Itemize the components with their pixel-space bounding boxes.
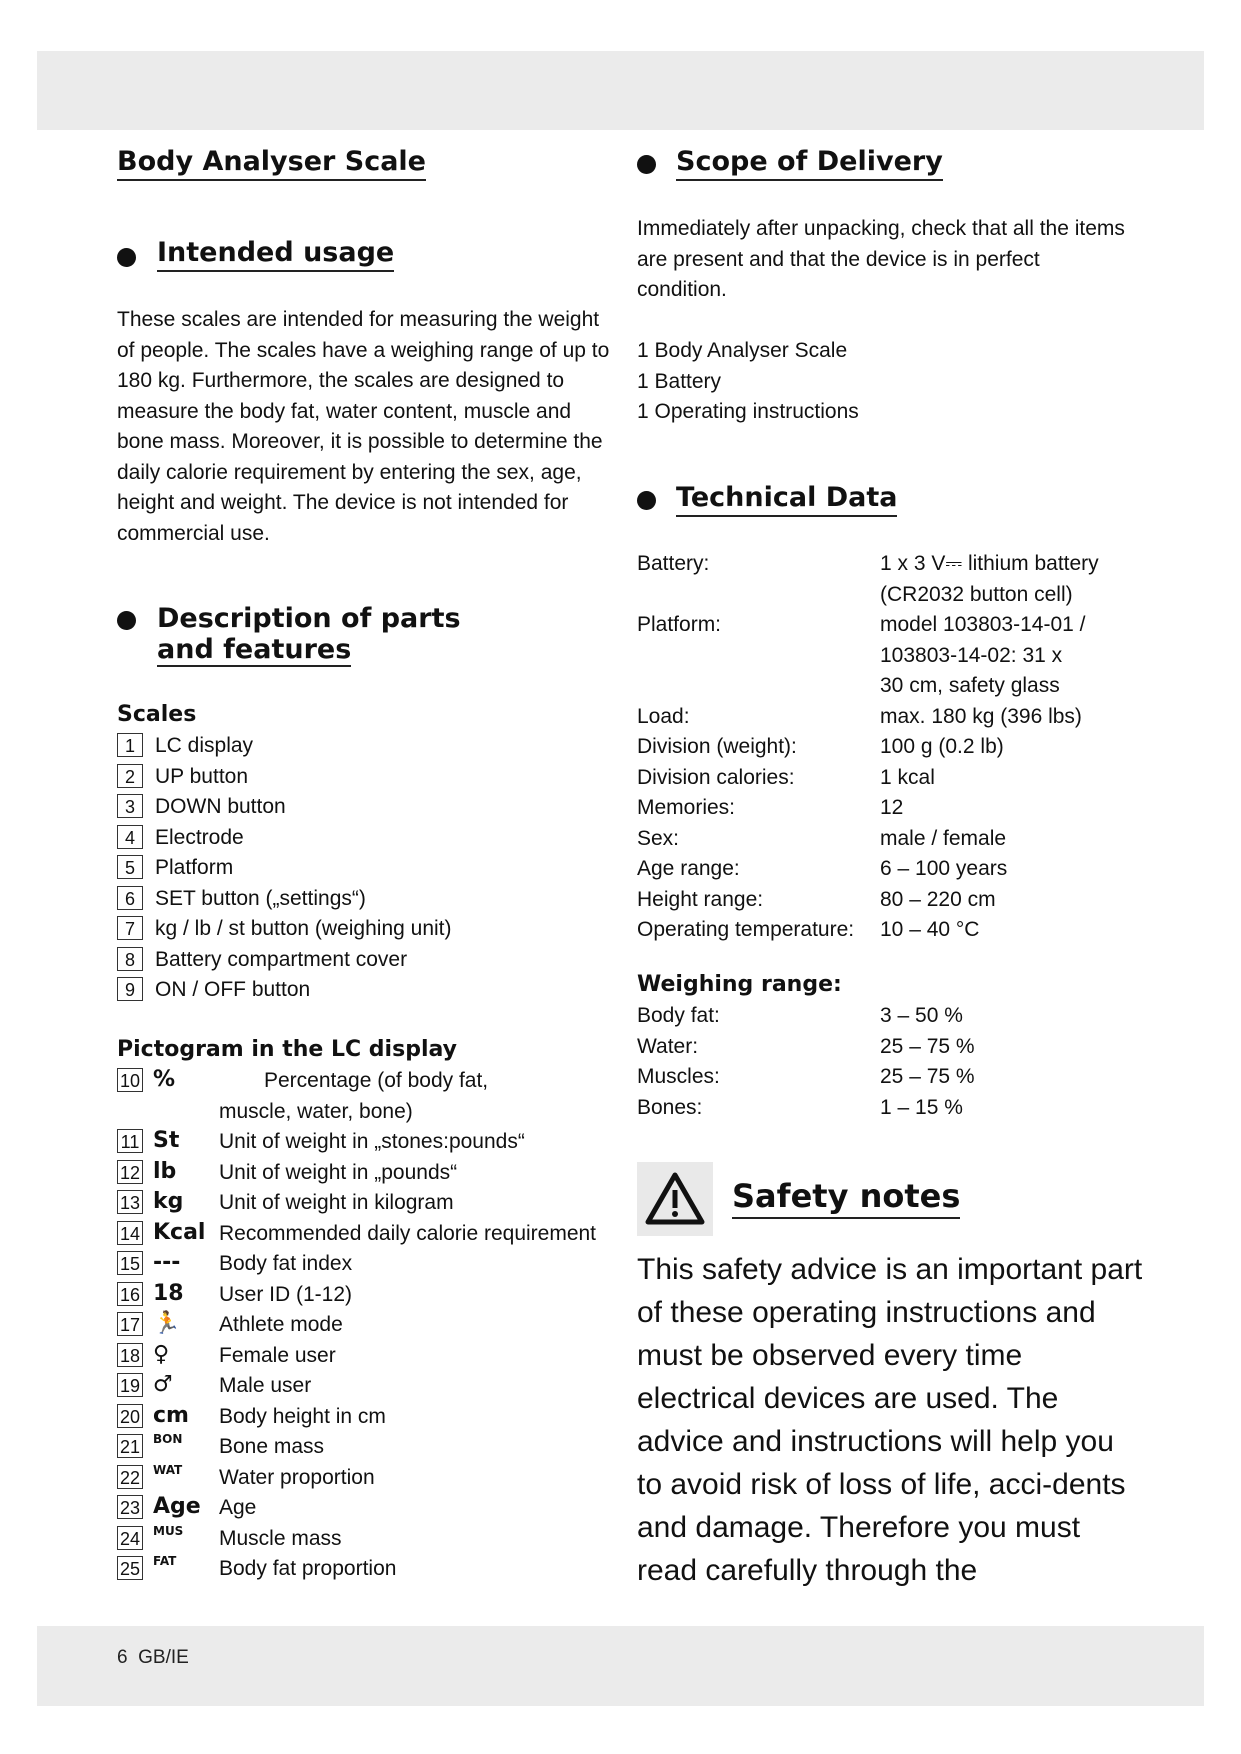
data-key: Age range:	[637, 857, 740, 880]
scales-list	[117, 731, 617, 1006]
item-label: User ID (1-12)	[219, 1282, 353, 1306]
body-fat-index-icon: ---	[153, 1250, 181, 1275]
description-heading-line2: and features	[157, 634, 352, 665]
item-number: 18	[117, 1343, 143, 1367]
header-band	[37, 51, 1204, 130]
item-number: 25	[117, 1556, 143, 1580]
scope-item: 1 Operating instructions	[637, 400, 859, 423]
data-key: Division (weight):	[637, 735, 797, 758]
item-number: 17	[117, 1312, 143, 1336]
data-key: Muscles:	[637, 1065, 720, 1088]
percent-icon: %	[153, 1067, 176, 1092]
item-number: 3	[117, 794, 143, 818]
item-number: 23	[117, 1495, 143, 1519]
kilogram-icon: kg	[153, 1189, 184, 1214]
item-label: Bone mass	[219, 1435, 325, 1458]
description-heading-line1: Description of parts	[157, 603, 461, 634]
data-key: Load:	[637, 704, 690, 728]
data-value: 25 – 75 %	[880, 1065, 975, 1088]
weighing-range-table	[637, 1001, 1157, 1131]
item-label: Platform	[155, 856, 234, 879]
bullet-icon	[637, 491, 656, 510]
item-number: 19	[117, 1373, 143, 1397]
data-key: Sex:	[637, 826, 680, 850]
data-value: male / female	[880, 826, 1007, 850]
item-number: 2	[117, 764, 143, 788]
data-value: 6 – 100 years	[880, 857, 1008, 880]
scales-heading: Scales	[117, 702, 197, 727]
item-label: Unit of weight in „stones:pounds“	[219, 1130, 525, 1153]
cm-icon: cm	[153, 1402, 189, 1428]
scope-item: 1 Battery	[637, 369, 722, 393]
bone-icon: BON	[153, 1432, 183, 1446]
data-key: Platform:	[637, 613, 722, 636]
pictogram-heading: Pictogram in the LC display	[117, 1037, 457, 1062]
warning-triangle-icon	[637, 1162, 713, 1236]
item-number: 11	[117, 1129, 143, 1153]
item-label: LC display	[155, 734, 254, 757]
item-number: 1	[117, 733, 143, 757]
female-user-icon: ♀	[153, 1341, 170, 1367]
item-number: 6	[117, 886, 143, 910]
page-footer	[117, 1647, 189, 1669]
item-label: Age	[219, 1496, 257, 1519]
data-key: Height range:	[637, 887, 764, 911]
data-value: 1 x 3 V⎓ lithium battery (CR2032 button cell)	[880, 552, 1099, 606]
data-value: 25 – 75 %	[880, 1034, 975, 1058]
item-label: DOWN button	[155, 795, 286, 818]
data-key: Body fat:	[637, 1004, 720, 1027]
item-number: 4	[117, 825, 143, 849]
safety-text: This safety advice is an important part of these operating instructions and must be observed every time electrical devices are used. The advice and instructions will help you to avoid risk of loss of life, acci-dents and damage. Therefore you must read carefully through the	[637, 1253, 1143, 1587]
page-locale: GB/IE	[138, 1647, 189, 1668]
pounds-icon: lb	[153, 1158, 177, 1184]
page-number: 6	[117, 1647, 128, 1668]
data-value: 10 – 40 °C	[880, 918, 980, 941]
muscle-icon: MUS	[153, 1523, 184, 1538]
intended-usage-text: These scales are intended for measuring the weight of people. The scales have a weighing range of up to 180 kg. Furthermore, the scales are designed to measure the body fat, water content, muscle and bone mass. Moreover, it is possible to determine the daily calorie requirement by entering the sex, age, height and weight. The device is not intended for commercial use.	[117, 308, 610, 545]
item-label: Athlete mode	[219, 1313, 343, 1336]
item-number: 9	[117, 977, 143, 1001]
data-key: Water:	[637, 1034, 699, 1058]
water-icon: WAT	[153, 1462, 183, 1477]
scope-heading: Scope of Delivery	[676, 146, 943, 181]
item-number: 8	[117, 947, 143, 971]
item-label-continued: muscle, water, bone)	[219, 1099, 413, 1123]
scope-item: 1 Body Analyser Scale	[637, 339, 848, 362]
age-icon: Age	[153, 1494, 201, 1519]
technical-table	[637, 549, 1157, 949]
data-value: 100 g (0.2 lb)	[880, 735, 1004, 758]
intended-usage-heading: Intended usage	[157, 237, 394, 272]
item-label: Body fat index	[219, 1252, 353, 1275]
item-label: Recommended daily calorie requirement	[219, 1221, 597, 1245]
warning-icon-box	[637, 1162, 713, 1236]
item-number: 15	[117, 1251, 143, 1275]
data-value: 80 – 220 cm	[880, 887, 996, 911]
description-heading	[157, 603, 461, 667]
item-number: 16	[117, 1282, 143, 1306]
data-value: model 103803-14-01 / 103803-14-02: 31 x 30 cm, safety glass	[880, 613, 1086, 697]
footer-band	[37, 1626, 1204, 1706]
item-label: Electrode	[155, 825, 244, 849]
item-number: 22	[117, 1465, 143, 1489]
data-value: 1 kcal	[880, 765, 935, 789]
scope-items	[637, 336, 859, 428]
item-label: Unit of weight in „pounds“	[219, 1160, 458, 1184]
user-id-icon: 18	[153, 1280, 184, 1306]
fat-icon: FAT	[153, 1554, 177, 1568]
data-key: Battery:	[637, 552, 710, 575]
data-value: max. 180 kg (396 lbs)	[880, 704, 1082, 728]
item-number: 13	[117, 1190, 143, 1214]
scope-text: Immediately after unpacking, check that all the items are present and that the device is in perfect condition.	[637, 217, 1125, 301]
data-key: Operating temperature:	[637, 918, 855, 941]
item-number: 5	[117, 855, 143, 879]
bullet-icon	[637, 155, 656, 174]
item-label: Male user	[219, 1374, 312, 1397]
item-number: 21	[117, 1434, 143, 1458]
technical-heading: Technical Data	[676, 482, 897, 517]
male-user-icon: ♂	[153, 1372, 173, 1397]
data-value: 1 – 15 %	[880, 1095, 963, 1119]
weighing-range-heading: Weighing range:	[637, 972, 842, 997]
item-label: Percentage (of body fat,	[264, 1069, 489, 1092]
item-label: Body fat proportion	[219, 1557, 397, 1580]
bullet-icon	[117, 611, 136, 630]
item-label: UP button	[155, 764, 249, 788]
item-label: Battery compartment cover	[155, 947, 408, 971]
item-label: Female user	[219, 1343, 336, 1367]
item-label: Water proportion	[219, 1465, 375, 1489]
item-label: ON / OFF button	[155, 978, 311, 1001]
kcal-icon: Kcal	[153, 1219, 206, 1245]
item-label: kg / lb / st button (weighing unit)	[155, 917, 452, 940]
item-number: 7	[117, 916, 143, 940]
data-key: Bones:	[637, 1095, 703, 1119]
item-number: 20	[117, 1404, 143, 1428]
item-number: 14	[117, 1221, 143, 1245]
item-label: Muscle mass	[219, 1526, 342, 1550]
doc-title: Body Analyser Scale	[117, 146, 426, 181]
item-number: 10	[117, 1068, 143, 1092]
stones-icon: St	[153, 1128, 180, 1153]
bullet-icon	[117, 248, 136, 267]
data-key: Memories:	[637, 796, 736, 819]
item-label: Body height in cm	[219, 1404, 386, 1428]
data-key: Division calories:	[637, 765, 795, 789]
item-label: Unit of weight in kilogram	[219, 1191, 454, 1214]
item-label: SET button („settings“)	[155, 886, 366, 910]
item-number: 24	[117, 1526, 143, 1550]
safety-heading: Safety notes	[732, 1178, 960, 1219]
data-value: 12	[880, 796, 904, 819]
data-value: 3 – 50 %	[880, 1004, 963, 1027]
pictogram-list	[117, 1066, 637, 1586]
athlete-icon: 🏃	[153, 1311, 181, 1336]
item-number: 12	[117, 1160, 143, 1184]
